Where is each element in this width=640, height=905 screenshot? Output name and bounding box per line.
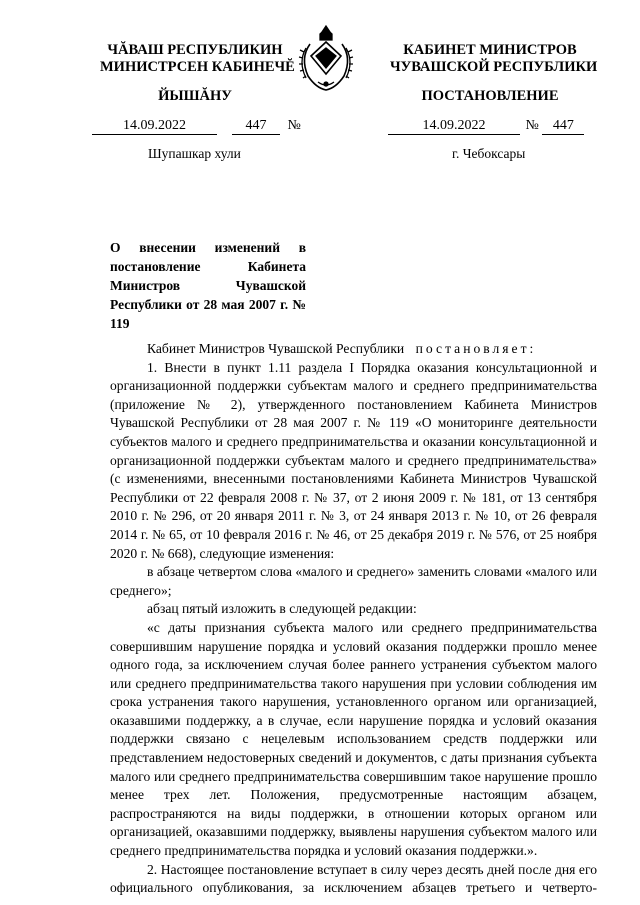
intro-paragraph bbox=[110, 340, 597, 359]
date-number-left bbox=[92, 118, 301, 135]
paragraph-2: в абзаце четвертом слова «малого и среднего» заменить словами «малого или среднего»; bbox=[110, 564, 597, 598]
header-left-org bbox=[100, 42, 295, 76]
paragraph-5: 2. Настоящее постановление вступает в силу через десять дней после дня его официального опубликования, за исключением абзацев третьего и четверто- bbox=[110, 861, 597, 896]
paragraph-4: «с даты признания субъекта малого или среднего предпринимательства совершившим нарушение порядка и условий оказания поддержки прошло менее одного года, за исключением случая более раннего устранения субъектом малого или среднего предпринимательства такого нарушения при условии соблюдения им срока устранения такого нарушения, установленного органом или организацией, оказавшими поддержку, а в случае, если нарушение порядка и условий оказания поддержки связано с нецелевым использованием средств поддержки или представлением недостоверных сведений и документов, с даты признания субъекта малого или среднего предпринимательства совершившим такое нарушение прошло менее трех лет. Положения, предусмотренные настоящим абзацем, распространяются на виды поддержки, в отношении которых органом или организацией, оказавшими поддержку, выявлены нарушения субъектом малого или среднего предпринимательства порядка и условий оказания поддержки.». bbox=[110, 619, 597, 859]
document-body bbox=[110, 340, 597, 898]
header-right-line2: ЧУВАШСКОЙ РЕСПУБЛИКИ bbox=[390, 59, 598, 75]
header-right-line1: КАБИНЕТ МИНИСТРОВ bbox=[403, 42, 577, 58]
paragraph-1: 1. Внести в пункт 1.11 раздела I Порядка оказания консультационной и организационной поддержки субъектам малого и среднего предпринимательства (приложение № 2), утвержденного постановлением Кабинета Министров Чувашской Республики от 28 мая 2007 г. № 119 «О мониторинге деятельности субъектов малого и среднего предпринимательства и оказании консультационной и организационной поддержки субъектам малого и среднего предпринимательства» (с изменениями, внесенными постановлениями Кабинета Министров Чувашской Республики от 22 февраля 2008 г. № 37, от 2 июня 2009 г. № 181, от 13 сентября 2010 г. № 296, от 20 января 2011 г. № 3, от 24 января 2013 г. № 10, от 26 февраля 2014 г. № 65, от 10 февраля 2016 г. № 46, от 25 декабря 2019 г. № 576, от 25 ноября 2020 г. № 668), следующие изменения: bbox=[110, 359, 597, 561]
date-right: 14.09.2022 bbox=[388, 118, 520, 135]
header-right-doc-type: ПОСТАНОВЛЕНИЕ bbox=[421, 88, 559, 104]
header-left-doc-type: ЙЫШĂНУ bbox=[158, 88, 232, 104]
date-number-right bbox=[388, 118, 584, 135]
header-right-org bbox=[390, 42, 598, 76]
document-title: О внесении изменений в постановление Кабинета Министров Чувашской Республики от 28 мая 2007 г. № 119 bbox=[110, 240, 306, 331]
number-sign-right: № bbox=[525, 118, 539, 133]
intro-prefix: Кабинет Министров Чувашской Республики bbox=[147, 341, 405, 356]
number-right: 447 bbox=[542, 118, 584, 135]
paragraph-3: абзац пятый изложить в следующей редакции: bbox=[147, 601, 417, 617]
date-left: 14.09.2022 bbox=[92, 118, 217, 135]
header-left-line1: ЧĂВАШ РЕСПУБЛИКИН bbox=[107, 42, 283, 58]
number-left: 447 bbox=[232, 118, 280, 135]
header-left-line2: МИНИСТРСЕН КАБИНЕЧĔ bbox=[100, 59, 295, 75]
number-sign-left: № bbox=[287, 118, 301, 133]
coat-of-arms-icon bbox=[296, 22, 356, 96]
intro-verb: постановляет: bbox=[415, 341, 537, 356]
city-right: г. Чебоксары bbox=[452, 146, 526, 161]
city-left: Шупашкар хули bbox=[148, 146, 241, 161]
